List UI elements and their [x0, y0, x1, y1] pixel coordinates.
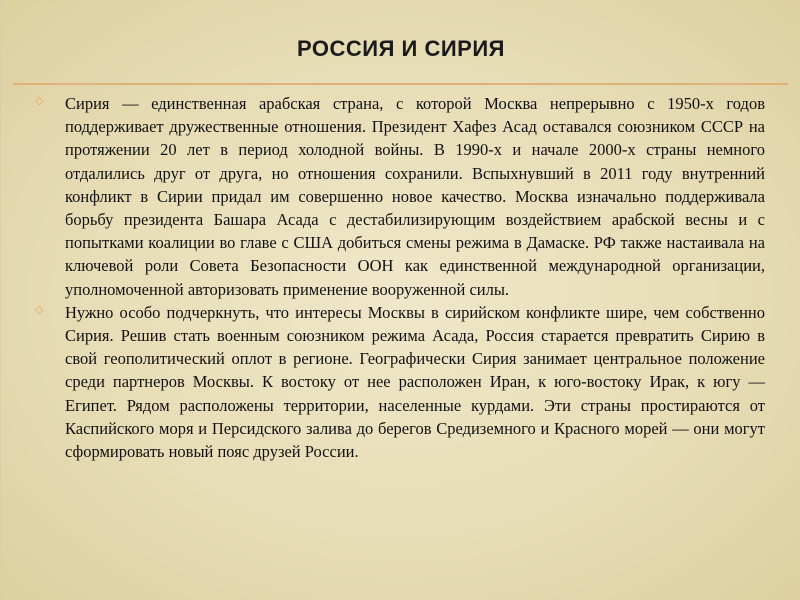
diamond-bullet-icon: ◇	[35, 302, 44, 316]
bullet-paragraph-1	[35, 92, 765, 301]
title-divider	[13, 83, 788, 85]
bullet-paragraph-2	[35, 301, 765, 463]
bullet-text-2: Нужно особо подчеркнуть, что интересы Москвы в сирийском конфликте шире, чем собственно Сирия. Решив стать военным союзником режима Асада, Россия старается превратить Сирию в свой геополитический оплот в регионе. Географически Сирия занимает центральное положение среди партнеров Москвы. К востоку от нее расположен Иран, к юго-востоку Ирак, к югу — Египет. Рядом расположены территории, населенные курдами. Эти страны простираются от Каспийского моря и Персидского залива до берегов Средиземного и Красного морей — они могут сформировать новый пояс друзей России.	[65, 302, 765, 462]
slide-title: РОССИЯ И СИРИЯ	[297, 36, 505, 61]
bullet-text-1: Сирия — единственная арабская страна, с которой Москва непрерывно с 1950-х годов поддерживает дружественные отношения. Президент Хафез Асад оставался союзником СССР на протяжении 20 лет в период холодной войны. В 1990-х и начале 2000-х страны немного отдалились друг от друга, но отношения сохранили. Вспыхнувший в 2011 году внутренний конфликт в Сирии придал им совершенно новое качество. Москва изначально поддерживала борьбу президента Башара Асада с дестабилизирующим воздействием арабской весны и с попытками коалиции во главе с США добиться смены режима в Дамаске. РФ также настаивала на ключевой роли Совета Безопасности ООН как единственной международной организации, уполномоченной авторизовать применение вооруженной силы.	[65, 94, 765, 299]
diamond-bullet-icon: ◇	[35, 94, 44, 107]
slide-body	[35, 92, 765, 463]
